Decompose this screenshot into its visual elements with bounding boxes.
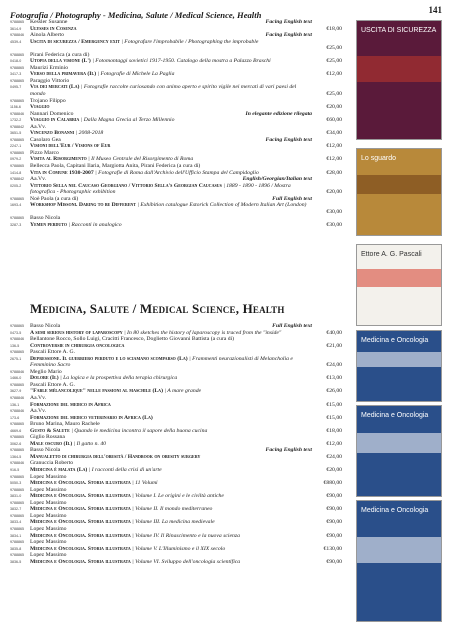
entry-subtitle: | Fotografie di Michele La Paglia [97, 71, 175, 78]
entry-subtitle: | Volume VI. Sviluppo dell'oncologia scientifica [132, 558, 241, 565]
entry-price: €90,00 [326, 506, 342, 513]
book-cover-image [356, 244, 442, 326]
entry-body [30, 323, 308, 336]
entry-price: €25,00 [326, 58, 342, 65]
entry-body [30, 539, 308, 552]
entry-author: Aa.Vv. [30, 123, 47, 130]
cover-title: Medicina e Oncologia [361, 337, 429, 344]
entry-price: €18,00 [326, 427, 342, 434]
entry-author: Nannari Domenico [30, 110, 74, 117]
entry-subtitle: | Exhibition catalogue Estorick Collection of Modern Italian Art (London) [137, 202, 307, 209]
entry-author: Granuccia Roberto [30, 460, 74, 467]
entry-author: Lopez Massimo [30, 539, 67, 546]
entry-subtitle: | 11 Volumi [132, 480, 158, 487]
entry-title: Visita al Risorgimento [30, 156, 87, 163]
book-cover-image [356, 330, 442, 402]
entry-author: Basso Nicola [30, 215, 61, 222]
entry-body [30, 408, 308, 421]
entry-price: €15,00 [326, 401, 342, 408]
entry-subtitle: | Dalla Magna Grecia al Terzo Millennio [80, 117, 175, 124]
entry-author: Casolaro Gea [30, 136, 61, 143]
cover-band [357, 269, 441, 287]
entry-price: €20,00 [326, 467, 342, 474]
catalog-entry [10, 111, 342, 124]
entry-price: €880,00 [323, 480, 342, 487]
isbn-code: 9788865 3627-9 [10, 382, 24, 394]
isbn-code: 9788865 3614-9 [10, 20, 24, 31]
entry-title: Gusto & Salute [30, 427, 70, 434]
isbn-code: 9788865 3831-0 [10, 487, 24, 499]
entry-title: Visioni dell'Eur / Visions of Eur [30, 143, 111, 150]
entry-author: Ainola Alberto [30, 32, 64, 39]
entry-subtitle: | Frammenti neurazionalisti di Melancholia e Femminino Sacro [30, 355, 293, 369]
catalog-entry [10, 474, 342, 487]
cover-band [357, 56, 441, 82]
section-title: Medicina, Salute / Medical Science, Health [30, 301, 285, 316]
isbn-code: 9788865 3287-3 [10, 216, 24, 227]
entry-title: Medicina e Oncologia. Storia illustrata [30, 558, 131, 565]
isbn-code: 9788865 4669-6 [10, 422, 24, 433]
entry-subtitle: | Volume III. La medicina medievale [132, 519, 215, 526]
cover-band [357, 175, 441, 194]
entry-author: Lopez Massimo [30, 499, 67, 506]
entry-title: Verso della primavera (Il) [30, 71, 97, 78]
entry-author: Basso Nicola [30, 323, 61, 329]
entry-subtitle: | 2008-2018 [75, 130, 104, 137]
entry-body [30, 336, 308, 349]
entry-title: "Fable mélancolique" nelle passioni al maschile (La) [30, 388, 163, 395]
isbn-code: 9788865 1693-4 [10, 196, 24, 208]
catalog-entry [10, 349, 342, 369]
entry-subtitle: | La logica e la prospettiva della terapia chirurgica [60, 375, 178, 382]
catalog-entry [10, 447, 342, 460]
entry-price: €15,00 [326, 414, 342, 421]
catalog-entry [10, 500, 342, 513]
cover-title: Lo sguardo [361, 155, 397, 162]
entry-title: Formazione del medico veterinario in Africa (La) [30, 414, 153, 421]
catalog-entry [10, 382, 342, 395]
catalog-entry [10, 52, 342, 65]
catalog-entry [10, 215, 342, 228]
isbn-code: 9788865 2675-1 [10, 350, 24, 361]
entry-subtitle: | Volume V. L'Illuminismo e il XIX secolo [132, 545, 226, 552]
entry-author: Pascali Ettore A. G. [30, 349, 76, 356]
entry-title: Uscita di sicurezza / Emergency exit [30, 38, 120, 45]
cover-title: Medicina e Oncologia [361, 412, 429, 419]
entry-author: Aa.Vv. [30, 395, 47, 402]
catalog-entry [10, 395, 342, 408]
entry-price: €30,00 [326, 221, 342, 228]
isbn-code: 9788865 3062-6 [10, 435, 24, 446]
catalog-entry [10, 408, 342, 421]
entry-body [30, 513, 308, 526]
entry-title: Depressione. Il guerriero perduto e lo sciamano scomparso (La) [30, 355, 188, 362]
entry-author: Pizzo Marco [30, 149, 59, 156]
entry-author: Trojano Filippo [30, 97, 66, 104]
entry-price: €12,00 [326, 440, 342, 447]
entry-title: Medicina e Oncologia. Storia illustrata [30, 519, 131, 526]
isbn-code: 9788865 3417-3 [10, 65, 24, 77]
book-cover-image [356, 500, 442, 622]
entry-body [30, 78, 308, 98]
entry-author: Lopez Massimo [30, 486, 67, 493]
entry-subtitle: | Volume IV. Il Rinascimento e la nuova scienza [132, 532, 240, 539]
entry-subtitle: | Il Museo Centrale del Risorgimento di Roma [88, 156, 194, 163]
entry-title: Vincenzo Bonanni [30, 130, 75, 137]
entry-subtitle: | Volume I. Le origini e le civiltà antiche [132, 493, 224, 500]
catalog-entry [10, 65, 342, 78]
entry-author: Bellantone Rocco, Sollo Luigi, Cracitti Francesco, Doglietto Giovanni Battista (a cura di) [30, 336, 235, 343]
entry-title: Workshop Missoni. Daring to be Different [30, 202, 136, 209]
entry-author: Giglio Rossana [30, 434, 65, 441]
entry-price: €24,00 [326, 453, 342, 460]
entry-author: Meglio Mario [30, 368, 62, 375]
catalog-entry [10, 552, 342, 565]
entry-body [30, 349, 308, 369]
isbn-code: 9788842 0205-2 [10, 177, 24, 188]
entry-price: €24,00 [326, 362, 342, 369]
entry-title-line [30, 183, 308, 196]
page-number: 141 [428, 5, 442, 15]
isbn-code: 9788865 1364-5 [10, 448, 24, 459]
entry-note: In elegante edizione rilegata [245, 110, 312, 117]
isbn-code: 9788846 173-6 [10, 409, 24, 420]
entry-title-line [30, 84, 308, 97]
entry-price: €12,00 [326, 143, 342, 150]
isbn-code: 9788865 2247-1 [10, 137, 24, 149]
entry-price: €21,00 [326, 342, 342, 349]
entry-body [30, 395, 308, 408]
catalog-entry [10, 539, 342, 552]
entry-note: Facing English text [265, 447, 312, 454]
book-cover-image [356, 148, 442, 236]
entry-note: English/Georgian/Italian text [242, 176, 312, 183]
entry-subtitle: | Il gatto n. 40 [73, 440, 107, 447]
entry-title: Manualetto di chirurgia dell'obesità / Handbook on obesity surgery [30, 453, 201, 460]
entry-body [30, 434, 308, 447]
entry-title: Medicina e Oncologia. Storia illustrata [30, 493, 131, 500]
catalog-entry [10, 150, 342, 163]
entry-body [30, 552, 308, 565]
entry-subtitle: | Fotografie di Roma dall'Archivio dell'Ufficio Stampa del Campidoglio [95, 169, 259, 176]
entry-title: Vittorio Sella nel Caucaso Georgiano / Vittorio Sella's Georgian Caucasus [30, 182, 222, 189]
catalog-entry [10, 98, 342, 111]
entry-title: Medicina e Oncologia. Storia illustrata [30, 506, 131, 513]
entry-body [30, 526, 308, 539]
entry-body [30, 369, 308, 382]
entry-author: Kessler Susanne [30, 19, 68, 25]
entry-subtitle: | In 80 sketches the history of laparoscopy is traced from the "inside" [124, 329, 282, 336]
catalog-entry [10, 19, 342, 32]
entry-body [30, 163, 308, 176]
entry-subtitle: | I racconti della crisi di un'arte [88, 467, 162, 474]
catalog-entry [10, 487, 342, 500]
entry-subtitle: | Racconti in analogico [68, 221, 122, 228]
entry-body [30, 474, 308, 487]
entry-title-line [30, 222, 308, 229]
entry-price: €90,00 [326, 558, 342, 565]
entry-note: Full English text [272, 195, 312, 202]
entry-price: €26,00 [326, 388, 342, 395]
entry-author: Aa.Vv. [30, 408, 47, 415]
entry-author: Lopez Massimo [30, 525, 67, 532]
isbn-code: 9788865 3833-4 [10, 513, 24, 525]
entry-author: Maurizi Erminio [30, 64, 69, 71]
entry-note: Facing English text [265, 136, 312, 143]
entry-body [30, 382, 308, 395]
entry-subtitle: | Fotografie raccolte curiosando con animo aperto e spirito vigile nei mercati di vari paesi del mondo [30, 84, 297, 98]
entry-title: A semi serious history of laparoscopy [30, 329, 123, 336]
isbn-code: 9788846 1732-2 [10, 111, 24, 123]
isbn-code: 9788842 3651-5 [10, 124, 24, 136]
entry-body [30, 500, 308, 513]
entry-title: Medicina è malata (La) [30, 467, 88, 474]
catalog-entry [10, 421, 342, 434]
entry-author: Paraggio Vittorio [30, 77, 70, 84]
entry-price: €12,00 [326, 71, 342, 78]
entry-note: Facing English text [265, 19, 312, 25]
entry-body [30, 65, 308, 78]
entry-body [30, 98, 308, 111]
entry-subtitle: | A mare grande [164, 388, 202, 395]
entry-author: Lopez Massimo [30, 552, 67, 559]
entry-subtitle: | Volume II. Il mondo mediterraneo [132, 506, 213, 513]
entry-title: Vita in Comune 1930-2007 [30, 169, 94, 176]
medicine-list [10, 323, 342, 565]
entry-price: €18,00 [326, 25, 342, 32]
entry-price: €90,00 [326, 493, 342, 500]
entry-author: Noè Paola (a cura di) [30, 195, 79, 202]
book-cover-image [356, 405, 442, 497]
entry-body [30, 52, 308, 65]
entry-price: €60,00 [326, 117, 342, 124]
isbn-code: 9788846 4539-4 [10, 33, 24, 44]
isbn-code: 9788865 1414-8 [10, 164, 24, 175]
entry-subtitle: | Fotomontaggi sovietici 1917-1950. Catalogo della mostra a Palazzo Braschi [92, 58, 271, 65]
entry-price: €13,00 [326, 375, 342, 382]
isbn-code: 9788865 3834-1 [10, 526, 24, 538]
entry-author: Basso Nicola [30, 447, 61, 454]
entry-price: €12,00 [326, 156, 342, 163]
isbn-code: 9788846 136-5 [10, 337, 24, 348]
catalog-entry [10, 124, 342, 137]
isbn-code: 9788865 0495-7 [10, 78, 24, 90]
entry-price: €28,00 [326, 169, 342, 176]
entry-author: Aa.Vv. [30, 176, 47, 183]
entry-subtitle: | Fotografare l'improbabile / Photographing the improbable [121, 38, 259, 45]
isbn-code: 9788865 3835-8 [10, 540, 24, 551]
catalog-entry [10, 460, 342, 473]
isbn-code: 9788846 916-5 [10, 461, 24, 473]
entry-title: Utopia della visione (L') [30, 58, 91, 65]
cover-band [357, 433, 441, 453]
isbn-code: 9788865 0979-2 [10, 150, 24, 162]
entry-price: €20,00 [326, 189, 342, 196]
entry-title-line [30, 202, 308, 209]
entry-title-line [30, 559, 308, 566]
cover-title: USCITA DI SICUREZZA [361, 27, 437, 34]
entry-author: Bellecca Paola, Capitani Ilaria, Margiotta Anita, Pirani Federica (a cura di) [30, 163, 201, 170]
entry-subtitle: | 1889 - 1890 - 1896 / Mostra fotografica - Photographic exhibition [30, 182, 291, 196]
photography-list [10, 19, 342, 229]
entry-price: €130,00 [323, 545, 342, 552]
entry-title: Viaggio [30, 104, 50, 111]
catalog-entry [10, 78, 342, 98]
catalog-entry [10, 32, 342, 52]
entry-body [30, 487, 308, 500]
entry-body [30, 421, 308, 434]
entry-author: Lopez Massimo [30, 473, 67, 480]
page-title: Fotografia / Photography - Medicina, Salute / Medical Science, Health [10, 10, 262, 20]
catalog-entry [10, 196, 342, 216]
page-header [10, 5, 442, 19]
entry-price: €30,00 [326, 208, 342, 215]
entry-body [30, 215, 308, 228]
cover-band [357, 352, 441, 367]
entry-body [30, 196, 308, 209]
entry-subtitle: | Quando le medicina incontra il sapore della buona cucina [71, 427, 208, 434]
entry-price: €90,00 [326, 519, 342, 526]
entry-title: Viaggio in Calabria [30, 117, 80, 124]
entry-price: €25,00 [326, 45, 342, 52]
entry-title: Formazione del medico in Africa [30, 401, 111, 408]
isbn-code: 9788865 3836-5 [10, 553, 24, 564]
entry-author: Pascali Ettore A. G. [30, 381, 76, 388]
isbn-code: 9788846 1466-0 [10, 369, 24, 381]
entry-price: €25,00 [326, 91, 342, 98]
entry-price: €90,00 [326, 532, 342, 539]
entry-body [30, 460, 308, 473]
catalog-entry [10, 176, 342, 196]
catalog-entry [10, 323, 342, 336]
isbn-code: 9788846 136-1 [10, 396, 24, 407]
entry-note: Facing English text [265, 32, 312, 39]
entry-body [30, 124, 308, 137]
entry-title: Medicina e Oncologia. Storia illustrata [30, 532, 131, 539]
isbn-code: 9788865 3832-7 [10, 500, 24, 512]
isbn-code: 9788865 0473-5 [10, 324, 24, 335]
entry-author: Pirani Federica (a cura di) [30, 51, 90, 58]
catalog-entry [10, 163, 342, 176]
cover-band [357, 537, 441, 563]
entry-title: Medicina e Oncologia. Storia illustrata [30, 545, 131, 552]
entry-title: Dolore (Il) [30, 375, 59, 382]
catalog-entry [10, 434, 342, 447]
catalog-entry [10, 369, 342, 382]
isbn-code: 9788865 5050-3 [10, 474, 24, 486]
cover-title: Ettore A. G. Pascali [361, 251, 422, 258]
catalog-entry [10, 526, 342, 539]
entry-title: Male oscuro (Il) [30, 440, 73, 447]
entry-price: €40,00 [326, 329, 342, 336]
entry-price: €34,00 [326, 130, 342, 137]
entry-author: Bruno Marina, Mauro Rachele [30, 421, 100, 428]
entry-title-line [30, 356, 308, 369]
entry-body [30, 150, 308, 163]
entry-note: Full English text [272, 323, 312, 329]
isbn-code: 9788865 1156-6 [10, 98, 24, 110]
catalog-entry [10, 513, 342, 526]
catalog-entry [10, 137, 342, 150]
isbn-code: 9788865 0418-0 [10, 52, 24, 64]
entry-title: Yemen perduto [30, 221, 68, 228]
entry-title: Via dei mercati (La) [30, 84, 80, 91]
book-cover-image [356, 20, 442, 140]
catalog-entry [10, 336, 342, 349]
entry-title: Ulysses in Cosenza [30, 25, 77, 32]
entry-title: Controversie in chirurgia oncologica [30, 342, 125, 349]
cover-title: Medicina e Oncologia [361, 507, 429, 514]
entry-author: Lopez Massimo [30, 512, 67, 519]
entry-title-line [30, 39, 308, 46]
entry-price: €20,00 [326, 104, 342, 111]
entry-title: Medicina e Oncologia. Storia illustrata [30, 480, 131, 487]
